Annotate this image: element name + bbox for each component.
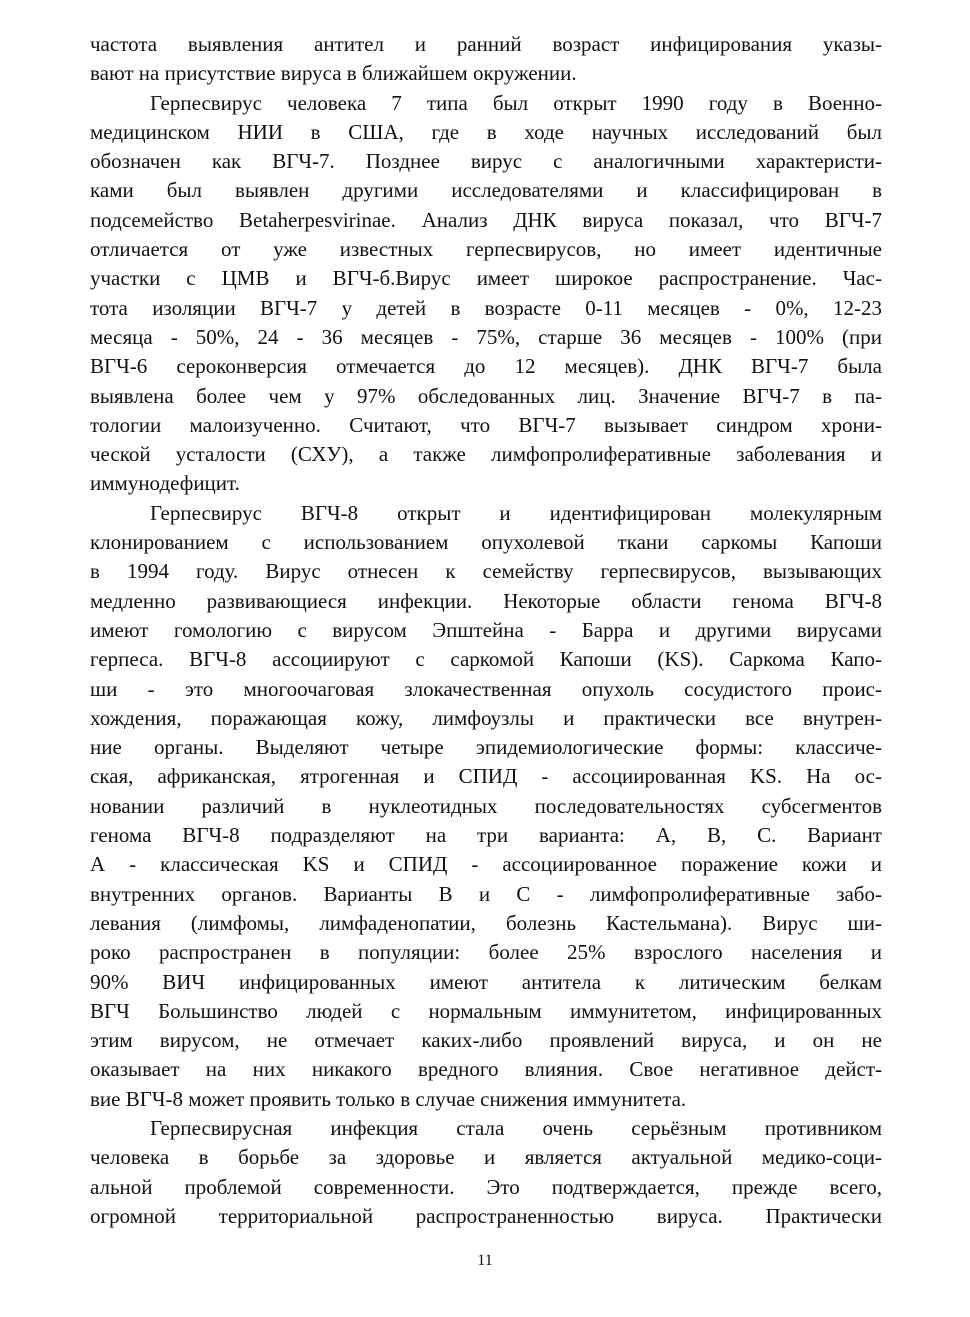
text-line: хождения, поражающая кожу, лимфоузлы и практически все внутрен- [90, 705, 882, 730]
paragraph [90, 499, 882, 1114]
paragraph [90, 1114, 882, 1231]
text-line: тологии малоизученно. Считают, что ВГЧ-7 вызывает синдром хрони- [90, 412, 882, 437]
text-line: участки с ЦМВ и ВГЧ-б.Вирус имеет широкое распространение. Час- [90, 266, 882, 291]
paragraph [90, 89, 882, 499]
text-line: 90% ВИЧ инфицированных имеют антитела к литическим белкам [90, 969, 882, 994]
text-line: в 1994 году. Вирус отнесен к семейству герпесвирусов, вызывающих [90, 559, 882, 584]
text-line: месяца - 50%, 24 - 36 месяцев - 75%, старше 36 месяцев - 100% (при [90, 324, 882, 349]
text-line: альной проблемой современности. Это подтверждается, прежде всего, [90, 1174, 882, 1199]
text-line: огромной территориальной распространенностью вируса. Практически [90, 1203, 882, 1228]
text-line: герпеса. ВГЧ-8 ассоциируют с саркомой Капоши (KS). Саркома Капо- [90, 647, 882, 672]
text-line: вают на присутствие вируса в ближайшем окружении. [90, 61, 577, 86]
text-line: человека в борьбе за здоровье и является актуальной медико-соци- [90, 1145, 882, 1170]
page-number: 11 [477, 1252, 493, 1269]
body-text [90, 30, 882, 1231]
text-line: медицинском НИИ в США, где в ходе научных исследований был [90, 119, 882, 144]
text-line: оказывает на них никакого вредного влияния. Свое негативное дейст- [90, 1057, 882, 1082]
paragraph [90, 30, 882, 89]
text-line: медленно развивающиеся инфекции. Некоторые области генома ВГЧ-8 [90, 588, 882, 613]
text-line: Герпесвирусная инфекция стала очень серьёзным противником [150, 1115, 882, 1140]
text-line: подсемейство Betaherpesvirinae. Анализ ДНК вируса показал, что ВГЧ-7 [90, 207, 882, 232]
text-line: А - классическая KS и СПИД - ассоциированное поражение кожи и [90, 852, 882, 877]
text-line: иммунодефицит. [90, 471, 240, 496]
text-line: тота изоляции ВГЧ-7 у детей в возрасте 0-11 месяцев - 0%, 12-23 [90, 295, 882, 320]
text-line: частота выявления антител и ранний возраст инфицирования указы- [90, 32, 882, 56]
text-line: ВГЧ Большинство людей с нормальным иммунитетом, инфицированных [90, 998, 882, 1023]
text-line: ши - это многоочаговая злокачественная опухоль сосудистого проис- [90, 676, 882, 701]
text-line: ческой усталости (СХУ), а также лимфопролиферативные заболевания и [90, 442, 882, 467]
text-line: ние органы. Выделяют четыре эпидемиологические формы: классиче- [90, 735, 882, 760]
text-line: новании различий в нуклеотидных последовательностях субсегментов [90, 793, 882, 818]
text-line: роко распространен в популяции: более 25% взрослого населения и [90, 940, 882, 965]
text-line: Герпесвирус человека 7 типа был открыт 1990 году в Военно- [150, 90, 882, 115]
text-line: клонированием с использованием опухолевой ткани саркомы Капоши [90, 530, 882, 555]
text-line: Герпесвирус ВГЧ-8 открыт и идентифицирован молекулярным [150, 500, 882, 525]
text-line: генома ВГЧ-8 подразделяют на три варианта: А, В, С. Вариант [90, 823, 882, 848]
text-line: ская, африканская, ятрогенная и СПИД - ассоциированная KS. На ос- [90, 764, 882, 789]
text-line: отличается от уже известных герпесвирусов, но имеет идентичные [90, 237, 882, 262]
text-line: левания (лимфомы, лимфаденопатии, болезнь Кастельмана). Вирус ши- [90, 910, 882, 935]
text-line: ками был выявлен другими исследователями и классифицирован в [90, 178, 882, 203]
text-line: обозначен как ВГЧ-7. Позднее вирус с аналогичными характеристи- [90, 149, 882, 174]
text-line: вие ВГЧ-8 может проявить только в случае снижения иммунитета. [90, 1086, 687, 1111]
text-line: внутренних органов. Варианты В и С - лимфопролиферативные забо- [90, 881, 882, 906]
text-line: имеют гомологию с вирусом Эпштейна - Барра и другими вирусами [90, 617, 882, 642]
text-line: выявлена более чем у 97% обследованных лиц. Значение ВГЧ-7 в па- [90, 383, 882, 408]
text-line: ВГЧ-6 сероконверсия отмечается до 12 месяцев). ДНК ВГЧ-7 была [90, 354, 882, 379]
text-line: этим вирусом, не отмечает каких-либо проявлений вируса, и он не [90, 1028, 882, 1053]
